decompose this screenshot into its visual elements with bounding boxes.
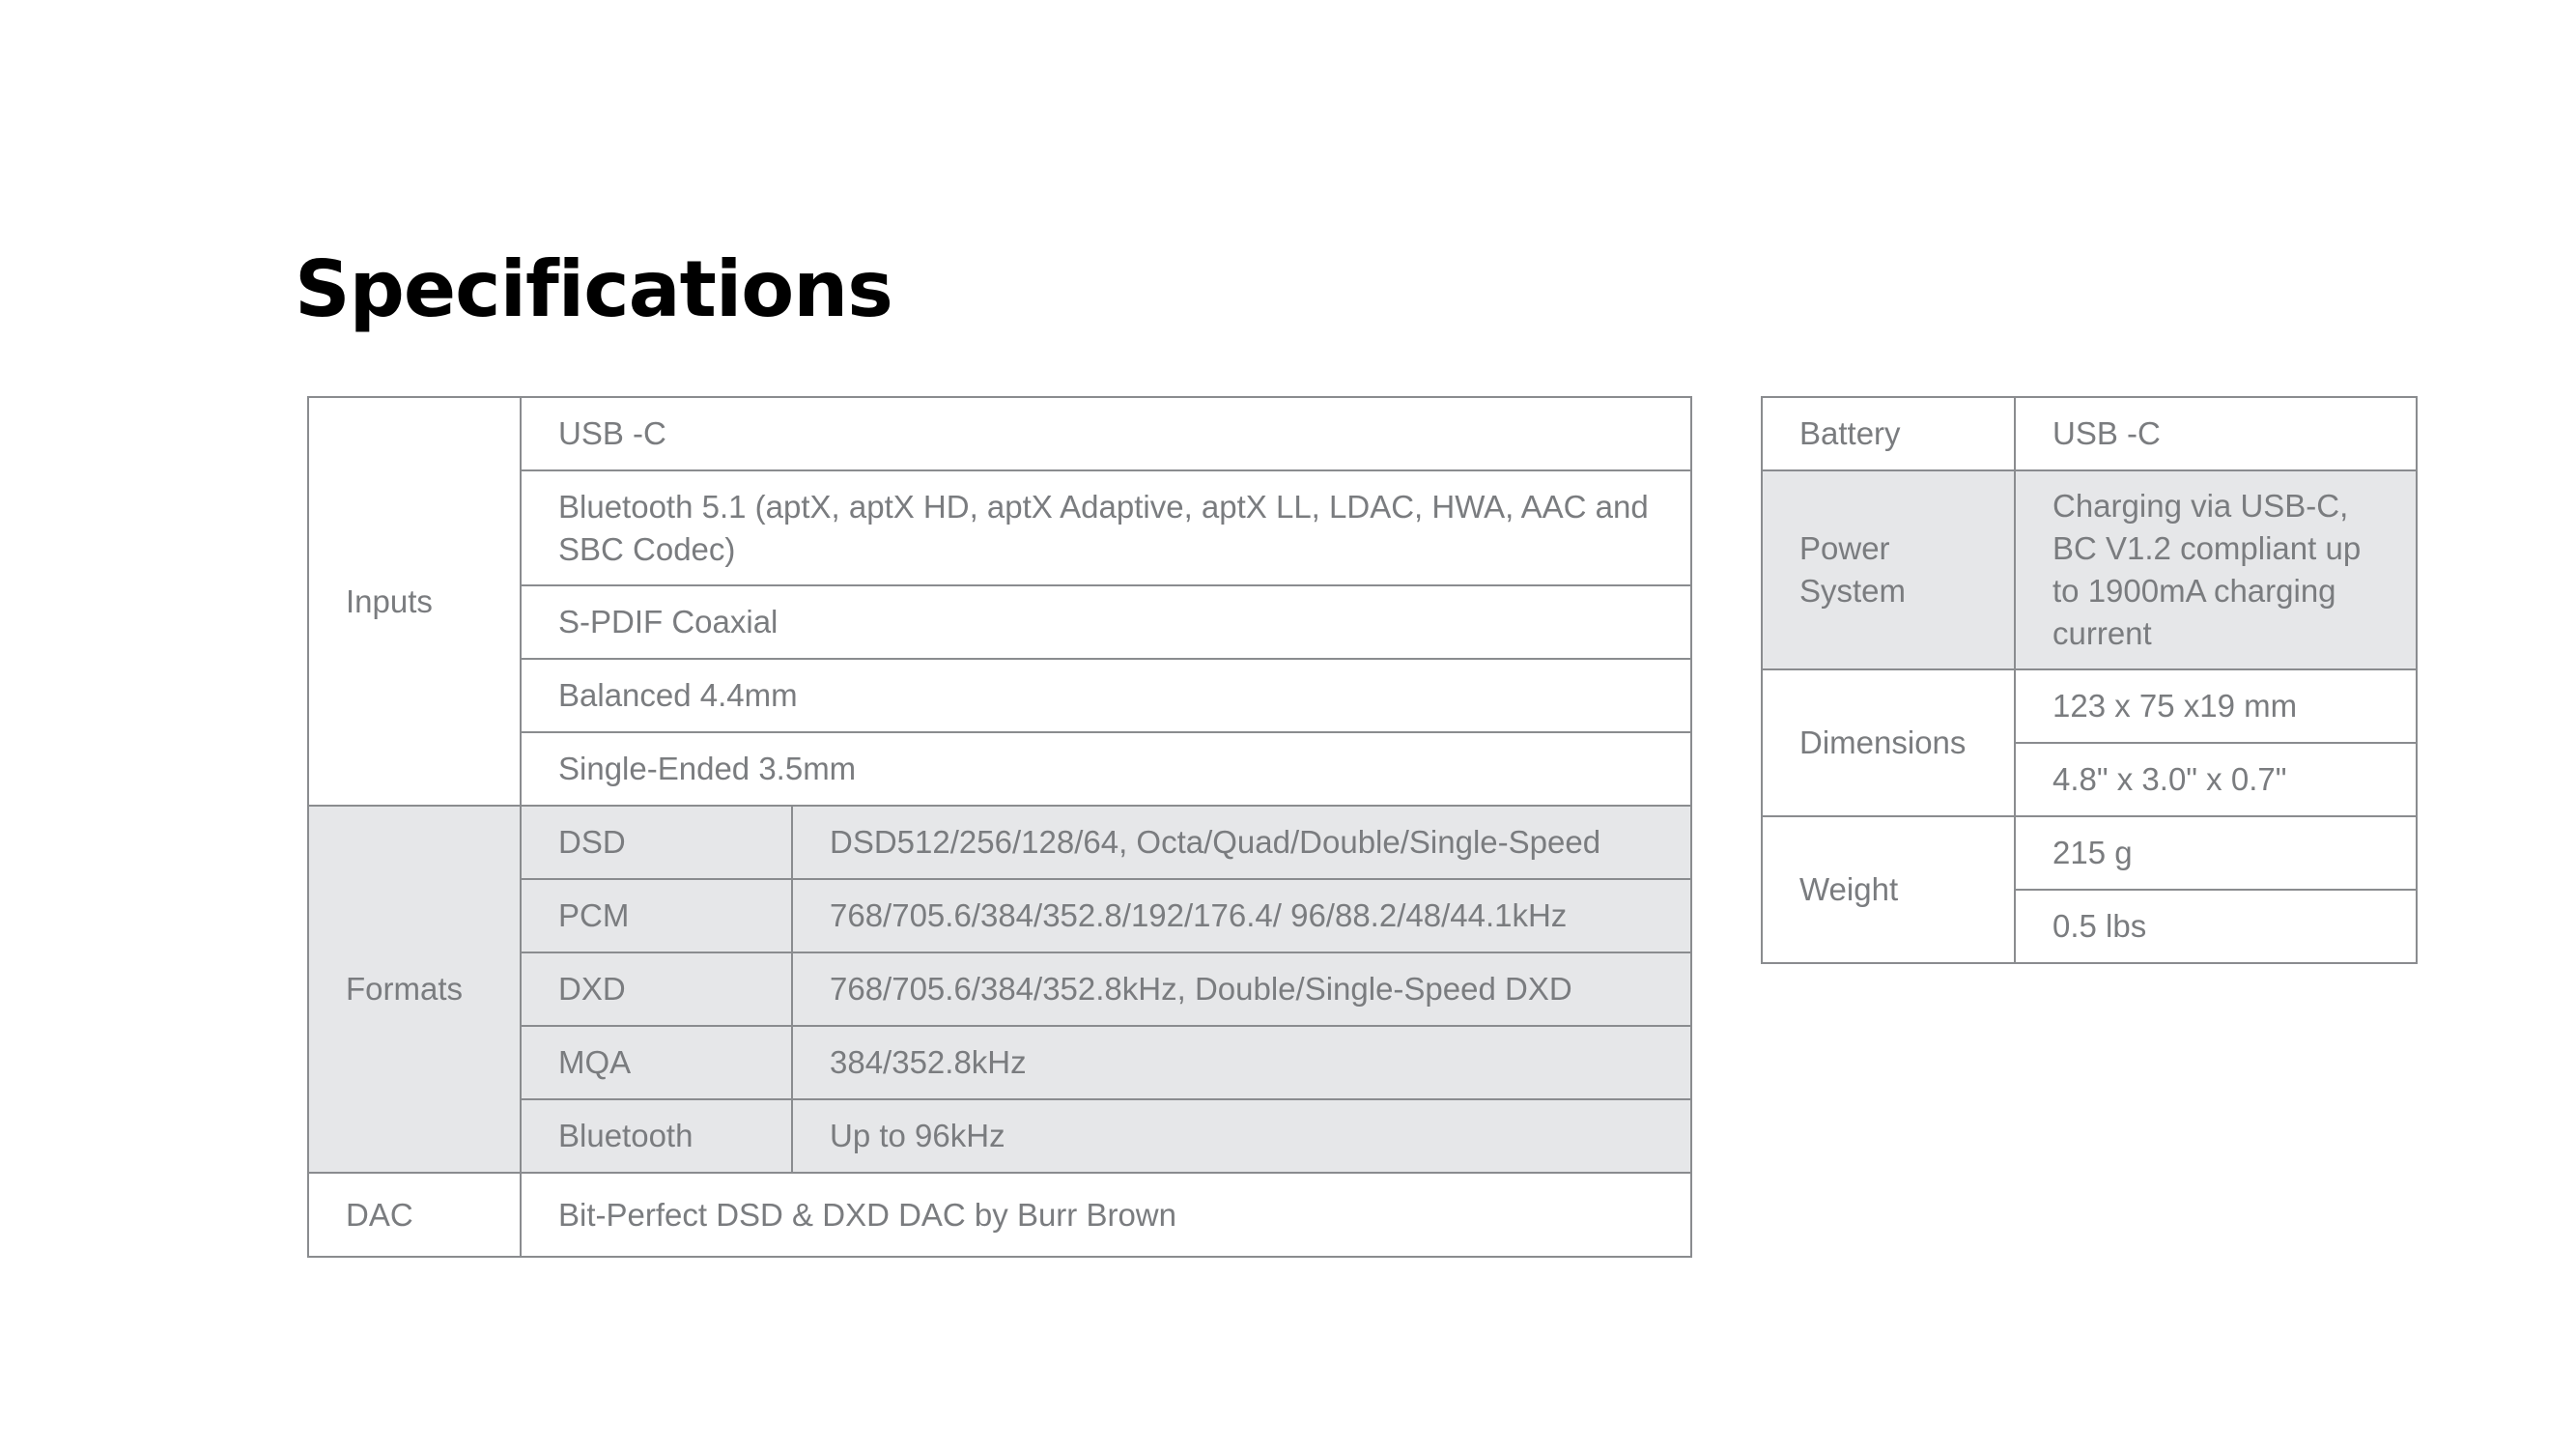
power-system-value: Charging via USB-C, BC V1.2 compliant up to 1900mA charging current bbox=[2015, 470, 2417, 669]
format-name: MQA bbox=[521, 1026, 792, 1099]
table-row bbox=[1762, 816, 2417, 890]
format-value: Up to 96kHz bbox=[792, 1099, 1691, 1173]
table-row bbox=[1762, 669, 2417, 743]
format-name: DXD bbox=[521, 952, 792, 1026]
specs-main-table bbox=[307, 396, 1692, 1258]
input-item: Single-Ended 3.5mm bbox=[521, 732, 1691, 806]
table-row bbox=[1762, 397, 2417, 470]
format-name: PCM bbox=[521, 879, 792, 952]
dimensions-value-metric: 123 x 75 x19 mm bbox=[2015, 669, 2417, 743]
format-value: DSD512/256/128/64, Octa/Quad/Double/Single-Speed bbox=[792, 806, 1691, 879]
format-value: 768/705.6/384/352.8kHz, Double/Single-Speed DXD bbox=[792, 952, 1691, 1026]
format-name: Bluetooth bbox=[521, 1099, 792, 1173]
dimensions-value-imperial: 4.8" x 3.0" x 0.7" bbox=[2015, 743, 2417, 816]
input-item: Balanced 4.4mm bbox=[521, 659, 1691, 732]
dac-value: Bit-Perfect DSD & DXD DAC by Burr Brown bbox=[521, 1173, 1691, 1257]
table-row bbox=[308, 397, 1691, 470]
page-title: Specifications bbox=[295, 244, 892, 334]
weight-value-metric: 215 g bbox=[2015, 816, 2417, 890]
specs-side-table bbox=[1761, 396, 2418, 964]
power-system-label: Power System bbox=[1762, 470, 2015, 669]
format-value: 384/352.8kHz bbox=[792, 1026, 1691, 1099]
table-row bbox=[308, 806, 1691, 879]
format-value: 768/705.6/384/352.8/192/176.4/ 96/88.2/48/44.1kHz bbox=[792, 879, 1691, 952]
battery-label: Battery bbox=[1762, 397, 2015, 470]
dac-label: DAC bbox=[308, 1173, 521, 1257]
formats-label: Formats bbox=[308, 806, 521, 1173]
weight-value-imperial: 0.5 lbs bbox=[2015, 890, 2417, 963]
input-item: Bluetooth 5.1 (aptX, aptX HD, aptX Adaptive, aptX LL, LDAC, HWA, AAC and SBC Codec) bbox=[521, 470, 1691, 585]
table-row bbox=[308, 1173, 1691, 1257]
table-row bbox=[1762, 470, 2417, 669]
weight-label: Weight bbox=[1762, 816, 2015, 963]
inputs-label: Inputs bbox=[308, 397, 521, 806]
battery-value: USB -C bbox=[2015, 397, 2417, 470]
input-item: S-PDIF Coaxial bbox=[521, 585, 1691, 659]
input-item: USB -C bbox=[521, 397, 1691, 470]
dimensions-label: Dimensions bbox=[1762, 669, 2015, 816]
format-name: DSD bbox=[521, 806, 792, 879]
